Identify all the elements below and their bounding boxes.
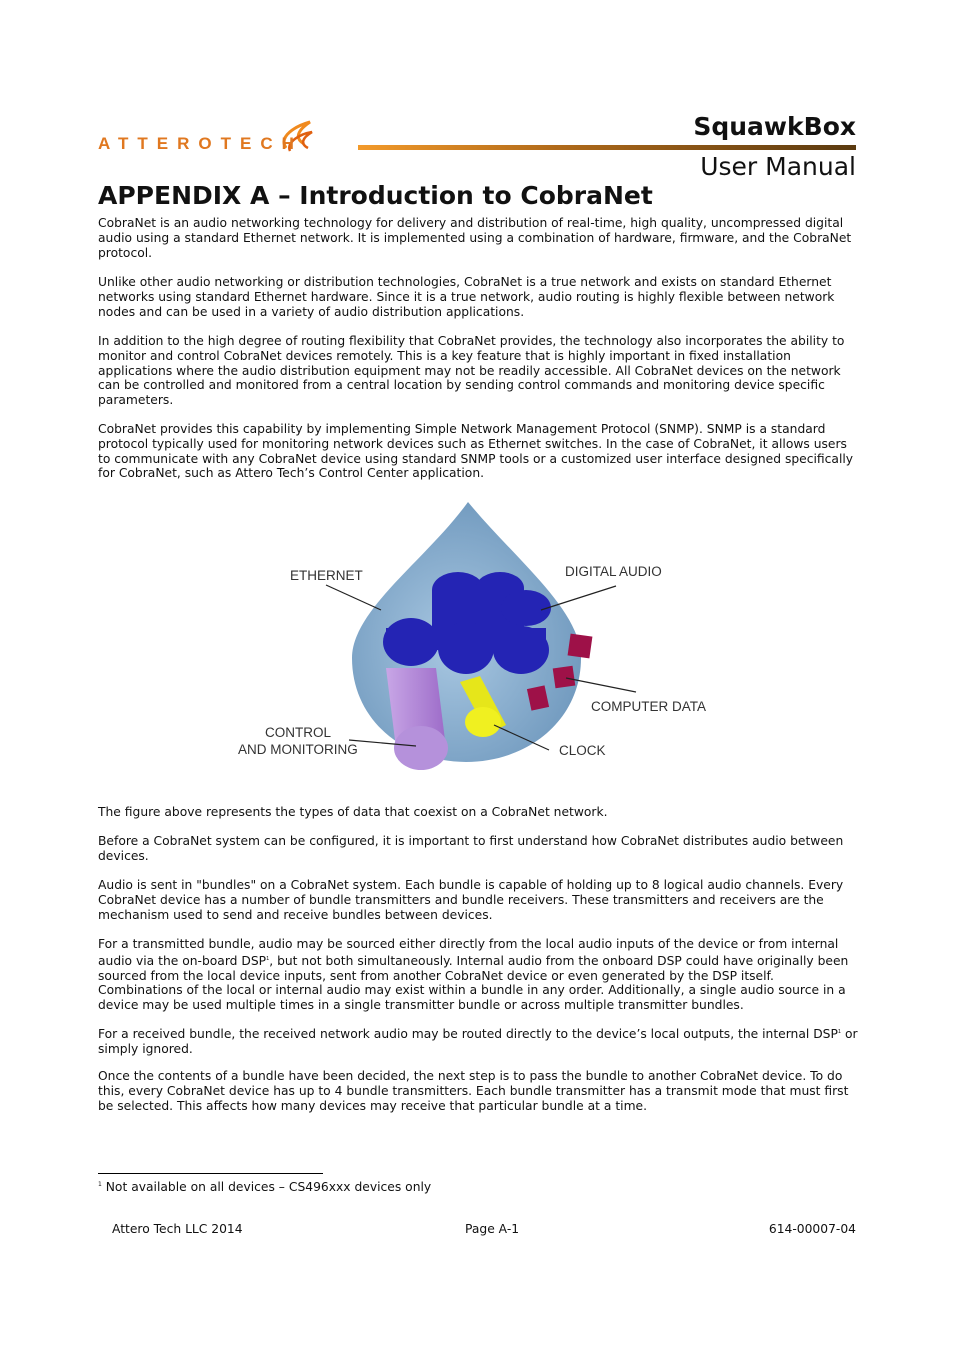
footer-page-number: Page A-1 [465,1222,520,1236]
logo-wordmark: ATTEROTECH [98,134,303,153]
paragraph-received-bundle: For a received bundle, the received network audio may be routed directly to the device’s local outputs, the internal DSP$^1$ or simply ignored. [98,1027,858,1056]
label-clock: CLOCK [559,743,606,758]
header-rule [358,145,856,150]
footnote-reference: 1 [837,1029,842,1035]
appendix-heading: APPENDIX A – Introduction to CobraNet [98,181,653,210]
paragraph-configure: Before a CobraNet system can be configured, it is important to first understand how CobraNet distributes audio between devices. [98,834,844,863]
footer-document-number: 614-00007-04 [768,1222,856,1236]
footnote: $^1$ Not available on all devices – CS496xxx devices only [98,1180,432,1194]
document-subtitle: User Manual [700,152,856,181]
label-computer-data: COMPUTER DATA [591,699,707,714]
label-control: CONTROL [265,725,332,740]
paragraph-true-network: Unlike other audio networking or distribution technologies, CobraNet is a true network and exists on standard Ethernet networks using standard Ethernet hardware. Since it is a true network, audio routing is highly flexible between network nodes and can be used in a variety of audio distribution applications. [98,275,835,319]
paragraph-snmp: CobraNet provides this capability by implementing Simple Network Management Protocol (SNMP). SNMP is a standard protocol typically used for monitoring network devices such as Ethernet switches. In the case of CobraNet, it allows users to communicate with any CobraNet device using standard SNMP tools or a customized user interface designed specifically for CobraNet, such as Attero Tech’s Control Center application. [98,422,854,481]
paragraph-figure-caption: The figure above represents the types of data that coexist on a CobraNet network. [98,805,608,819]
paragraph-transmitted-bundle: For a transmitted bundle, audio may be sourced either directly from the local audio inputs of the device or from internal audio via the on-board DSP$^1$, but not both simultaneously. Internal audio from the onboard DSP could have originally been sourced from the local device inputs, sent from another CobraNet device or even generated by the DSP itself. Combinations of the local or internal audio may exist within a bundle in any order. Additionally, a single audio source in a device may be used multiple times in a single transmitter bundle or across multiple transmitter bundles. [98,937,849,1013]
footnote-rule [98,1173,323,1174]
paragraph-bundles: Audio is sent in "bundles" on a CobraNet system. Each bundle is capable of holding up to 8 logical audio channels. Every CobraNet device has a number of bundle transmitters and bundle receivers. These transmitters and receivers are the mechanism used to send and receive bundles between devices. [98,878,844,922]
footer-company: Attero Tech LLC 2014 [112,1222,243,1236]
cobranet-data-figure [236,500,716,785]
label-and-monitoring: AND MONITORING [238,742,358,757]
paragraph-monitoring: In addition to the high degree of routing flexibility that CobraNet provides, the technology also incorporates the ability to monitor and control CobraNet devices remotely. This is a key feature that is highly important in fixed installation applications where the audio distribution equipment may not be readily accessible. All CobraNet devices on the network can be controlled and monitored from a central location by sending control commands and monitoring device specific parameters. [98,334,845,408]
label-digital-audio: DIGITAL AUDIO [565,564,662,579]
paragraph-intro: CobraNet is an audio networking technology for delivery and distribution of real-time, high quality, uncompressed digital audio using a standard Ethernet network. It is implemented using a combination of hardware, firmware, and the CobraNet protocol. [98,216,852,260]
document-title: SquawkBox [693,112,856,141]
paragraph-transmitters: Once the contents of a bundle have been decided, the next step is to pass the bundle to another CobraNet device. To do this, every CobraNet device has up to 4 bundle transmitters. Each bundle transmitter has a transmit mode that must first be selected. This affects how many devices may receive that particular bundle at a time. [98,1069,849,1113]
footnote-reference: 1 [266,955,270,962]
label-ethernet: ETHERNET [290,568,363,583]
